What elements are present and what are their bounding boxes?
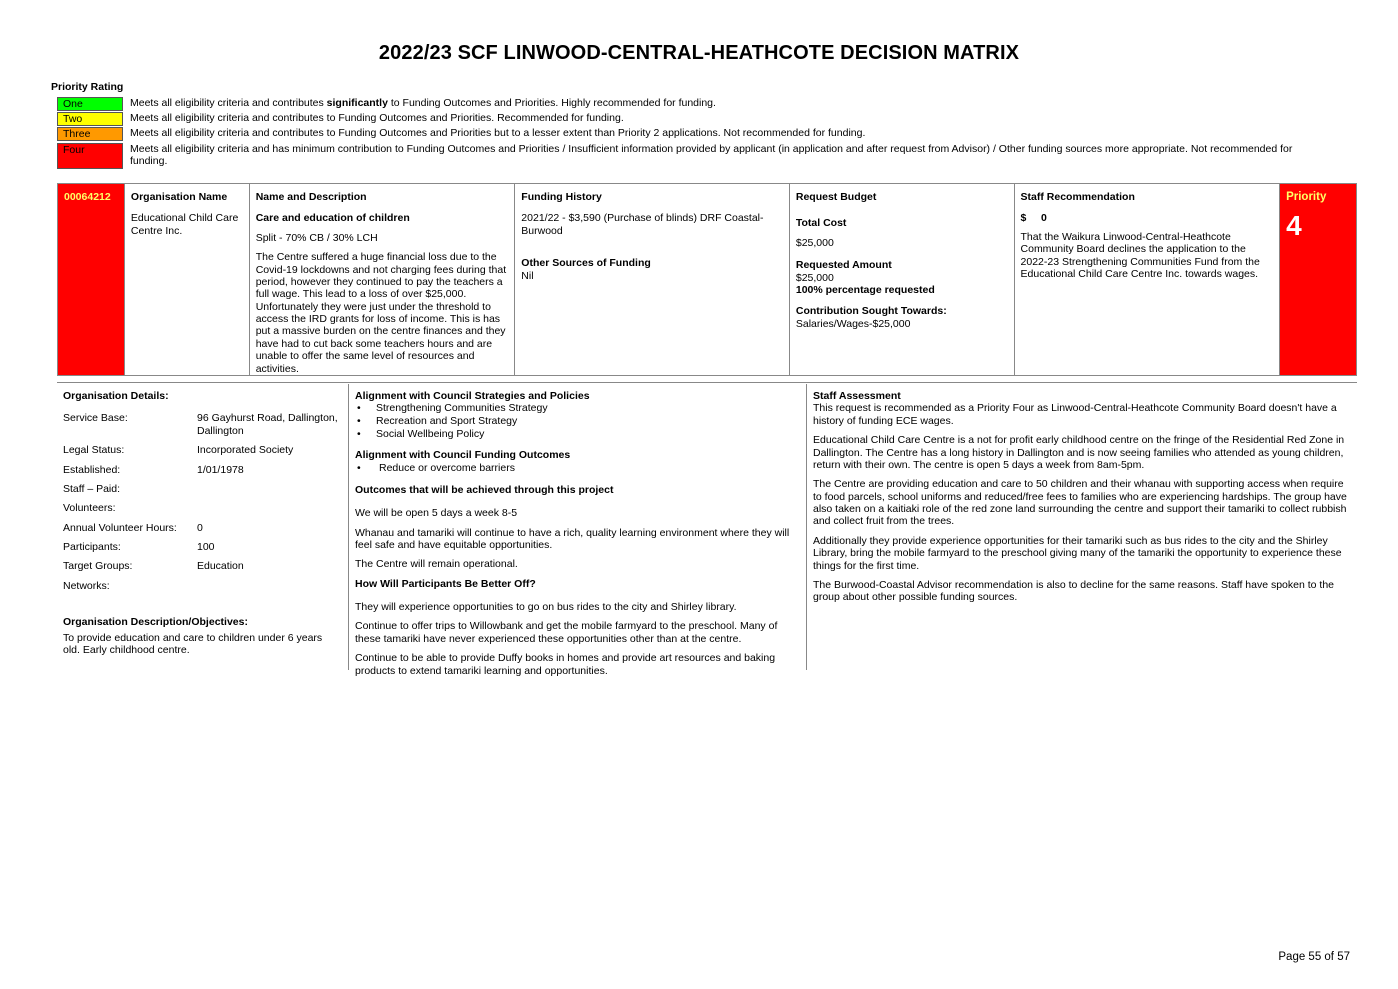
priority-cell (1280, 184, 1356, 375)
organisation-details-heading: Organisation Details: (63, 390, 169, 402)
strategies-heading: Alignment with Council Strategies and Policies (355, 390, 590, 402)
outcome-achieved-item: Whanau and tamariki will continue to have a rich, quality learning environment where they will feel safe and have equitable opportunities. (355, 526, 790, 551)
organisation-name: Educational Child Care Centre Inc. (130, 212, 239, 237)
better-off-item: Continue to be able to provide Duffy books in homes and provide art resources and baking products to extend tamariki learning and opportunities. (355, 652, 776, 677)
organisation-name-cell (125, 184, 250, 375)
total-cost: $25,000 (795, 236, 834, 249)
organisation-details-column (57, 384, 349, 670)
priority-two-description: Meets all eligibility criteria and contributes to Funding Outcomes and Priorities. Recommended for funding. (130, 112, 624, 124)
total-cost-label: Total Cost (795, 217, 847, 230)
staff-recommendation-cell (1015, 184, 1281, 375)
assessment-paragraph: Educational Child Care Centre is a not for profit early childhood centre on the fringe of the Residential Red Zone in Dallington. The Centre has a long history in Dallington and is now seeing families who attended as young children, return with their own. The centre is open 5 days a week from 8am-5pm. (813, 434, 1345, 471)
request-budget-cell (790, 184, 1015, 375)
staff-recommendation-text: That the Waikura Linwood-Central-Heathcote Community Board declines the application to the 2022-23 Strengthening Communities Fund from the Educational Child Care Centre Inc. towards wages. (1020, 230, 1260, 280)
detail-row-networks: Networks: (63, 579, 110, 592)
better-off-item: Continue to offer trips to Willowbank and get the mobile farmyard to the preschool. Many of these tamariki have never experienced these opportunities other than at the centre. (355, 620, 778, 645)
assessment-paragraph: This request is recommended as a Priority Four as Linwood-Central-Heathcote Community Board doesn't have a history of funding ECE wages. (813, 402, 1337, 427)
funding-history-header: Funding History (521, 191, 602, 203)
detail-row-volunteer-hours: Annual Volunteer Hours: 0 (63, 521, 203, 534)
requested-amount: $25,000 (795, 271, 834, 284)
priority-rating-row-four (57, 143, 1310, 169)
priority-four-description: Meets all eligibility criteria and has minimum contribution to Funding Outcomes and Priorities / Insufficient information provided by applicant (in application and after request from Advisor) / Other funding sources more appropriate. Not recommended for funding. (130, 143, 1293, 167)
percentage-requested: 100% percentage requested (795, 283, 935, 296)
project-name: Care and education of children (255, 212, 410, 225)
section-divider (57, 382, 1357, 383)
detail-row-volunteers: Volunteers: (63, 502, 116, 515)
priority-label: Priority (1286, 191, 1327, 203)
contribution-label: Contribution Sought Towards: (795, 305, 947, 318)
name-description-header: Name and Description (255, 191, 367, 203)
request-budget-header: Request Budget (795, 191, 877, 203)
priority-rating-heading: Priority Rating (51, 81, 124, 93)
priority-value: 4 (1286, 209, 1302, 241)
recommended-amount: $ 0 (1020, 212, 1047, 225)
assessment-paragraph: Additionally they provide experience opportunities for their tamariki such as bus rides to the city and the Shirley Library, bring the mobile farmyard to the preschool giving many of the tamariki the opportunity to experience these things for the first time. (813, 534, 1342, 572)
funding-outcome-item: • Reduce or overcome barriers (355, 462, 800, 475)
page-title: 2022/23 SCF LINWOOD-CENTRAL-HEATHCOTE DECISION MATRIX (378, 42, 1020, 64)
strategy-item: • Strengthening Communities Strategy (355, 402, 800, 415)
alignment-column (349, 384, 807, 677)
page-number: Page 55 of 57 (1278, 951, 1350, 963)
funding-history: 2021/22 - $3,590 (Purchase of blinds) DRF Coastal-Burwood (521, 212, 764, 237)
contribution: Salaries/Wages-$25,000 (795, 317, 911, 330)
staff-recommendation-header: Staff Recommendation (1020, 191, 1135, 203)
organisation-description: To provide education and care to children under 6 years old. Early childhood centre. (63, 631, 323, 656)
priority-two-swatch: Two (57, 112, 123, 126)
strategy-item: • Social Wellbeing Policy (355, 428, 800, 441)
organisation-name-header: Organisation Name (130, 191, 228, 203)
outcomes-achieved-heading: Outcomes that will be achieved through this project (355, 483, 614, 496)
priority-rating-row-one (57, 97, 1310, 111)
staff-assessment-heading: Staff Assessment (813, 390, 901, 402)
staff-assessment-column (807, 384, 1355, 617)
priority-rating-row-two (57, 112, 1310, 126)
assessment-paragraph: The Centre are providing education and care to 50 children and their whanau with supporting access when require to food parcels, school uniforms and reduced/free fees to families who are experiencing hardships. The group have also taken on a kaitiaki role of the red zone land surrounding the centre and support their tamariki to collect rubbish and collect fruit from the trees. (813, 478, 1347, 528)
funding-outcomes-list (355, 462, 800, 475)
service-base-value: 96 Gayhurst Road, Dallington, Dallington (197, 412, 338, 437)
strategy-item: • Recreation and Sport Strategy (355, 415, 800, 428)
participants-better-off-heading: How Will Participants Be Better Off? (355, 577, 536, 590)
funding-outcomes-heading: Alignment with Council Funding Outcomes (355, 449, 571, 462)
outcome-achieved-item: We will be open 5 days a week 8-5 (355, 507, 518, 520)
detail-row-staff-paid: Staff – Paid: (63, 482, 121, 495)
outcome-achieved-item: The Centre will remain operational. (355, 558, 518, 571)
project-split: Split - 70% CB / 30% LCH (255, 231, 378, 244)
strategies-list (355, 402, 800, 441)
application-table (57, 183, 1357, 376)
priority-one-description: Meets all eligibility criteria and contributes significantly to Funding Outcomes and Priorities. Highly recommended for funding. (130, 97, 716, 109)
project-description: The Centre suffered a huge financial loss due to the Covid-19 lockdowns and not charging fees during that period, however they continued to pay the teachers a full wage. This lead to a loss of over $25,000. Unfortunately they were just under the threshold to access the IRD grants for loss of income. This is has put a massive burden on the centre finances and they have had to cut back some teachers hours and are unable to offer the same level of resources and activities. (255, 251, 507, 375)
priority-rating-row-three (57, 127, 1310, 141)
organisation-description-heading: Organisation Description/Objectives: (63, 616, 248, 629)
detail-row-legal-status: Legal Status: Incorporated Society (63, 444, 294, 457)
application-id-cell (58, 184, 125, 375)
detail-row-participants: Participants: 100 (63, 541, 215, 553)
application-id: 00064212 (64, 191, 111, 203)
better-off-item: They will experience opportunities to go on bus rides to the city and Shirley library. (355, 601, 737, 613)
priority-three-swatch: Three (57, 127, 123, 141)
funding-history-cell (515, 184, 790, 375)
detail-row-established: Established: 1/01/1978 (63, 463, 244, 476)
other-sources: Nil (521, 269, 534, 282)
priority-one-swatch: One (57, 97, 123, 111)
priority-four-swatch: Four (57, 143, 123, 169)
other-sources-label: Other Sources of Funding (521, 257, 651, 270)
name-description-cell (250, 184, 516, 375)
detail-row-service-base: Service Base: 96 Gayhurst Road, Dallington, Dallington (63, 412, 342, 437)
assessment-paragraph: The Burwood-Coastal Advisor recommendation is also to decline for the same reasons. Staff have spoken to the group about other possible funding sources. (813, 578, 1335, 604)
detail-row-target-groups: Target Groups: Education (63, 560, 244, 573)
priority-three-description: Meets all eligibility criteria and contributes to Funding Outcomes and Priorities but to a lesser extent than Priority 2 applications. Not recommended for funding. (130, 127, 866, 139)
requested-amount-label: Requested Amount (795, 259, 892, 272)
